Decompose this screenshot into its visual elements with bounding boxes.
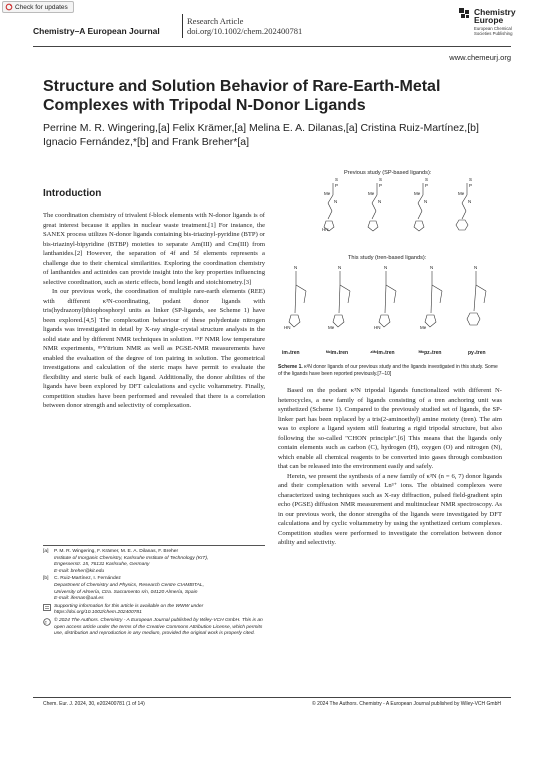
caption-text: κ³N donor ligands of our previous study and the ligands investigated in this study. Some of the ligands have been reported previously.[7–10] [278, 364, 498, 377]
tren-label: ⁴ᴹᵉim₃tren [370, 350, 395, 356]
svg-text:Me: Me [324, 191, 331, 196]
paragraph: Based on the podant κ³N tripodal ligands functionalized with different N-heterocycles, a new family of ligands consisting of a tren anchoring unit was synthetized (Scheme 1). Compared to the previously studied set of ligands, the SP-linker part has been replaced by a tris(2-aminoethyl) amine moiety (tren). The aim was to explore a ligand system still featuring a rigid tripodal structure, but also following the so-called "CHON principle".[6] This means that the ligands only contain elements such as carbon (C), hydrogen (H), oxygen (O) and nitrogen (N), which enable all chemical reagents to be converted into gases through combustion that can be released into the environment easily and safely. [278, 387, 502, 470]
logo-sub-2: Societies Publishing [474, 31, 513, 36]
caption-label: Scheme 1. [278, 364, 303, 370]
header-rule [33, 46, 511, 47]
sp-ligand-row [324, 183, 468, 231]
tren-label: ³ᴹᵉpz₃tren [418, 350, 442, 356]
svg-text:S: S [469, 177, 473, 182]
scheme-top-label: Previous study (SP-based ligands): [344, 170, 432, 176]
svg-text:N: N [468, 199, 472, 204]
scheme-1-figure [278, 165, 502, 362]
svg-text:N: N [424, 199, 428, 204]
svg-text:N: N [474, 265, 478, 270]
email-link[interactable]: E-mail: ifernan@ual.es [54, 596, 104, 602]
svg-text:P: P [425, 183, 429, 188]
author-list: Perrine M. R. Wingering,[a] Felix Krämer,[a] Melina E. A. Dilanas,[a] Cristina Ruiz-Martínez,[b] Ignacio Fernández,*[b] and Frank Breher*[a] [43, 122, 479, 148]
svg-text:Me: Me [458, 191, 465, 196]
tren-label: im₃tren [282, 350, 300, 356]
doi-link[interactable]: doi.org/10.1002/chem.202400781 [187, 26, 303, 36]
svg-text:N: N [334, 199, 338, 204]
article-title: Structure and Solution Behavior of Rare-Earth-Metal Complexes with Tripodal N-Donor Ligands [43, 78, 441, 114]
article-type: Research Article [187, 16, 244, 26]
journal-name: Chemistry–A European Journal [33, 26, 160, 36]
scheme-drawing [278, 165, 502, 362]
scheme-mid-label: This study (tren-based ligands): [348, 255, 427, 261]
svg-text:P: P [469, 183, 473, 188]
svg-text:N: N [294, 265, 298, 270]
svg-text:HN: HN [322, 227, 329, 232]
chemistry-europe-logo-icon [459, 8, 471, 20]
column-left [43, 211, 265, 411]
check-for-updates-button[interactable] [2, 1, 74, 13]
svg-text:P: P [379, 183, 383, 188]
svg-text:N: N [430, 265, 434, 270]
scheme-caption [278, 364, 502, 377]
footer-citation: Chem. Eur. J. 2024, 30, e202400781 (1 of 14) [43, 701, 145, 707]
email-link[interactable]: E-mail: breher@kit.edu [54, 568, 105, 574]
svg-text:N: N [384, 265, 388, 270]
supporting-info-link[interactable]: Supporting information for this article is available on the WWW under https://doi.org/10.1002/chem.202400781 [54, 603, 204, 616]
logo-sub-1: European Chemical [474, 26, 512, 31]
paragraph: Herein, we present the synthesis of a new family of κ³N (n = 6, 7) donor ligands and their complexation with several Ln³⁺ ions. The obtained complexes were characterized using techniques such as X-ray diffraction, pulsed field-gradient spin echo (PGSE) diffusion NMR measurement and multinuclear NMR spectroscopy. As in our previous work, the donor strengths of the ligands were investigated by DFT calculations and by cyclic voltammetry by using the synthetized cerium complexes. Competition studies were performed to investigate the correlation between donor ability and selectivity. [278, 472, 502, 546]
svg-text:N: N [338, 265, 342, 270]
logo-title-2: Europe [474, 15, 504, 25]
svg-text:HN: HN [284, 325, 291, 330]
section-heading: Introduction [43, 188, 102, 199]
svg-text:S: S [425, 177, 429, 182]
svg-text:Me: Me [368, 191, 375, 196]
svg-text:Me: Me [328, 325, 335, 330]
article-meta [187, 16, 302, 36]
logo-title-1: Chemistry [474, 7, 516, 17]
supporting-info-icon [43, 604, 51, 611]
svg-text:P: P [335, 183, 339, 188]
svg-text:N: N [378, 199, 382, 204]
svg-text:Me: Me [420, 325, 427, 330]
header-divider [182, 14, 183, 38]
svg-text:Me: Me [414, 191, 421, 196]
paragraph: The coordination chemistry of trivalent f-block elements with N-donor ligands is of great interest because it applies in nuclear waste treatment.[1] For instance, the SANEX process utilizes N-donor ligands containing bis-triazinyl-pyridine (BTP) or bis-triazinyl-bipyridine (BTBP) moieties to separate Am(III) and Cm(III) from lanthanides.[2] However, the separation of 4f and 5f elements represents a challenge due to their chemical similarities. Exploring the coordination chemistry of lanthanides and actinides can provide insight into the key properties influencing selective coordination, such as steric effects, bond length and stoichiometry.[3] [43, 212, 265, 286]
paragraph: In our previous work, the coordination of multiple rare-earth elements (REE) with different κ³N-coordinating, podant donor ligands with tris(hydrazonyl)thiophosphoryl units as linker (SP-ligands, see Scheme 1) have been explored.[4,5] The complexation behaviour of these polydentate nitrogen ligands was investigated in detail by X-ray single-crystal structure analysis in the solid state and by different NMR techniques in solution. ¹⁹F NMR low temperature NMR experiments, ⁸⁹Yttrium NMR as well as PGSE-NMR measurements have enabled the evaluation of the degree of ion pairing in solution. The geometrical investigations and calculation of the steric maps have permit to evaluate the flexibility and steric bulk of each ligand. Additionally, the donor abilities of the ligands have been explored by DFT calculations and cyclic voltammetry. Finally, competition studies have been performed and revealed that there is a correlation between donor strength and selectivity of complexation. [43, 288, 265, 409]
footnotes: [a] P. M. R. Wingering, F. Krämer, M. E. A. Dilanas, F. Breher Institute of Inorganic Chemistry, Karlsruhe Institute of Technology (KIT), Engesserstr. 15, 76131 Karlsruhe, Germany E-mail: breher@kit.edu [b] C. Ruiz-Martínez, I. Fernández Department of Chemistry and Physics, Research Centre CIAMBITAL, University of Almería, Ctra. Sacramento s/n, 04120 Almería, Spain E-mail: ifernan@ual.es Supporting information for this article is available on the WWW under https://doi.org/10.1002/chem.202400781 c © 2024 The Authors. Chemistry - A European Journal published by Wiley-VCH GmbH. This is an open access article under the terms of the Creative Commons Attribution License, which permits use, distribution and reproduction in any medium, provided the original work is properly cited. [43, 549, 265, 638]
refresh-icon [5, 3, 13, 11]
svg-text:S: S [335, 177, 339, 182]
check-updates-label: Check for updates [15, 3, 68, 11]
svg-text:HN: HN [374, 325, 381, 330]
tren-ligand-row [289, 271, 486, 327]
svg-text:S: S [379, 177, 383, 182]
footer-copyright: © 2024 The Authors. Chemistry - A European Journal published by Wiley-VCH GmbH [312, 701, 501, 707]
footnote-rule [43, 545, 265, 546]
journal-url[interactable]: www.chemeurj.org [449, 53, 511, 62]
tren-label: ᴹᵉim₃tren [326, 350, 349, 356]
footer-rule [33, 697, 511, 698]
column-right [278, 386, 502, 548]
svg-text:c: c [44, 619, 47, 625]
publisher-logo [459, 8, 516, 36]
license-text: © 2024 The Authors. Chemistry - A European Journal published by Wiley-VCH GmbH. This is an open access article under the terms of the Creative Commons Attribution License, which permits use, distribution and reproduction in any medium, provided the original work is properly cited. [54, 617, 263, 637]
open-access-icon [43, 618, 51, 626]
tren-label: py₃tren [468, 350, 486, 356]
